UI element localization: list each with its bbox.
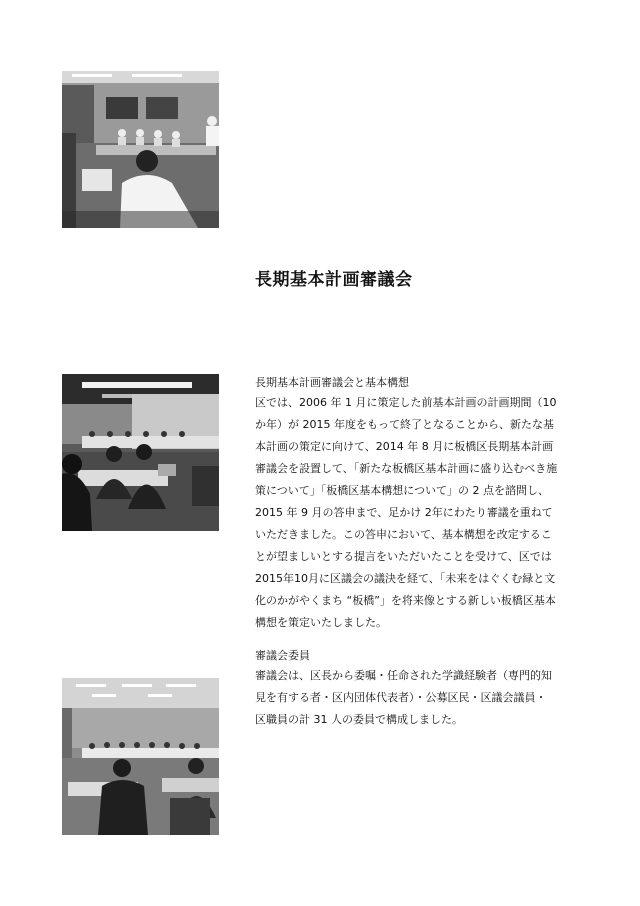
section-heading: 審議会委員 bbox=[255, 649, 310, 662]
meeting-photo-icon bbox=[62, 71, 219, 228]
body-line: 2015年10月に区議会の議決を経て、「未来をはぐくむ緑と文 bbox=[255, 572, 556, 585]
body-line: 審議会は、区長から委嘱・任命された学識経験者（専門的知 bbox=[255, 669, 552, 682]
body-line: 区職員の計 31 人の委員で構成しました。 bbox=[255, 713, 463, 726]
section-committee-members bbox=[255, 647, 585, 731]
section-basic-concept bbox=[255, 374, 585, 634]
body-line: 策について」「板橋区基本構想について」の 2 点を諮問し、 bbox=[255, 484, 550, 497]
body-line: 本計画の策定に向けて、2014 年 8 月に板橋区長期基本計画 bbox=[255, 440, 554, 453]
section-body bbox=[255, 665, 585, 731]
body-line: 2015 年 9 月の答申まで、足かけ 2年にわたり審議を重ねて bbox=[255, 506, 553, 519]
meeting-photo-1 bbox=[62, 71, 219, 228]
body-line: 構想を策定いたしました。 bbox=[255, 616, 387, 629]
page-title: 長期基本計画審議会 bbox=[255, 270, 413, 290]
meeting-photo-icon bbox=[62, 374, 219, 531]
section-heading: 長期基本計画審議会と基本構想 bbox=[255, 376, 409, 389]
section-body bbox=[255, 392, 585, 634]
meeting-photo-icon bbox=[62, 678, 219, 835]
body-line: 審議会を設置して、「新たな板橋区基本計画に盛り込むべき施 bbox=[255, 462, 558, 475]
meeting-photo-3 bbox=[62, 678, 219, 835]
body-line: か年）が 2015 年度をもって終了となることから、新たな基 bbox=[255, 418, 554, 431]
meeting-photo-2 bbox=[62, 374, 219, 531]
body-line: 見を有する者・区内団体代表者）・公募区民・区議会議員・ bbox=[255, 691, 547, 704]
body-line: 区では、2006 年 1 月に策定した前基本計画の計画期間（10 bbox=[255, 396, 557, 409]
body-line: いただきました。この答申において、基本構想を改定するこ bbox=[255, 528, 552, 541]
body-line: 化のかがやくまち “板橋”」を将来像とする新しい板橋区基本 bbox=[255, 594, 556, 607]
body-line: とが望ましいとする提言をいただいたことを受けて、区では bbox=[255, 550, 552, 563]
